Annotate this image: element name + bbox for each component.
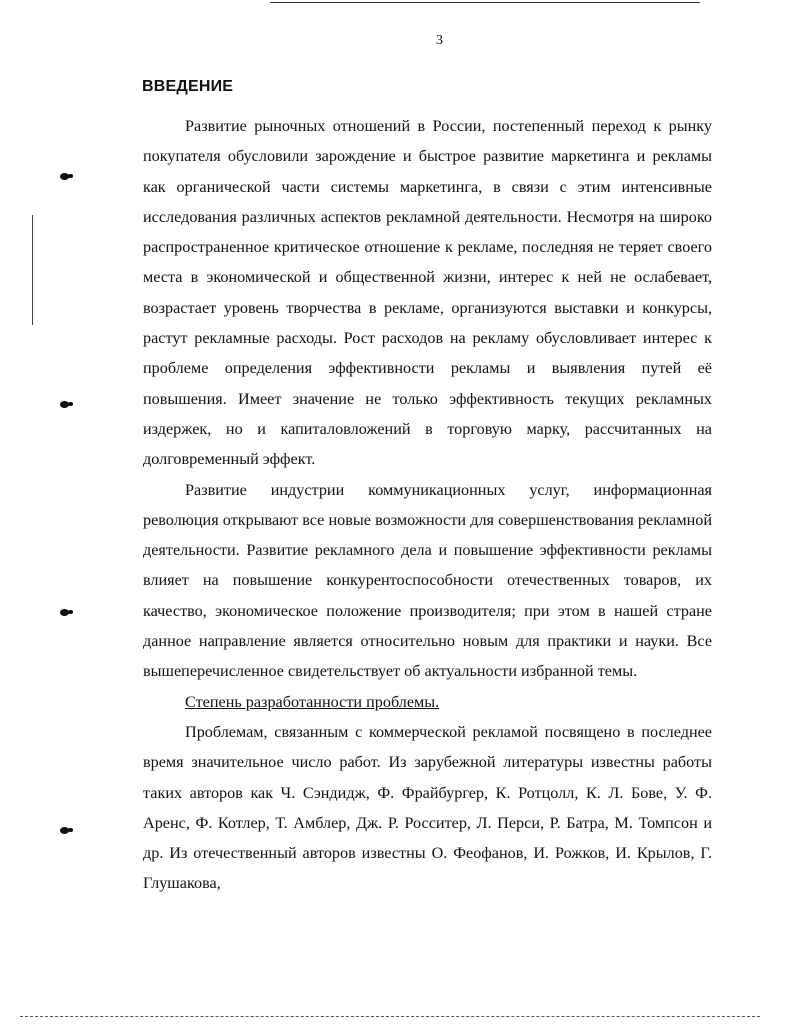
- left-scan-edge: [32, 215, 33, 325]
- bottom-scan-rule: [20, 1016, 760, 1017]
- punch-hole-mark: [60, 173, 69, 180]
- top-scan-rule: [270, 2, 700, 3]
- section-heading: ВВЕДЕНИЕ: [142, 78, 234, 95]
- punch-hole-mark: [60, 609, 69, 616]
- punch-hole-mark: [60, 401, 69, 408]
- subheading-problem-development: Степень разработанности проблемы.: [185, 692, 440, 711]
- paragraph-literature: Проблемам, связанным с коммерческой рекламой посвящено в последнее время значительное число работ. Из зарубежной литературы известны работы таких авторов как Ч. Сэндидж, Ф. Фрайбургер, К. Ротцолл, К. Л. Бове, У. Ф. Аренс, Ф. Котлер, Т. Амблер, Дж. Р. Росситер, Л. Перси, Р. Батра, М. Томпсон и др. Из отечественный авторов известны О. Феофанов, И. Рожков, И. Крылов, Г. Глушакова,: [143, 722, 712, 893]
- paragraph-introduction: Развитие рыночных отношений в России, постепенный переход к рынку покупателя обусловили зарождение и быстрое развитие маркетинга и рекламы как органической части системы маркетинга, в связи с этим интенсивные исследования различных аспектов рекламной деятельности. Несмотря на широко распространенное критическое отношение к рекламе, последняя не теряет своего места в экономической и общественной жизни, интерес к ней не ослабевает, возрастает уровень творчества в рекламе, организуются выставки и конкурсы, растут рекламные расходы. Рост расходов на рекламу обусловливает интерес к проблеме определения эффективности рекламы и выявления путей её повышения. Имеет значение не только эффективность текущих рекламных издержек, но и капиталовложений в торговую марку, рассчитанных на долговременный эффект.: [143, 117, 712, 469]
- paragraph-relevance: Развитие индустрии коммуникационных услуг, информационная революция открывают все новые возможности для совершенствования рекламной деятельности. Развитие рекламного дела и повышение эффективности рекламы влияет на повышение конкурентоспособности отечественных товаров, их качество, экономическое положение производителя; при этом в нашей стране данное направление является относительно новым для практики и науки. Все вышеперечисленное свидетельствует об актуальности избранной темы.: [143, 480, 712, 681]
- document-body: [143, 111, 712, 899]
- punch-hole-mark: [60, 827, 69, 834]
- page-number: 3: [436, 33, 443, 48]
